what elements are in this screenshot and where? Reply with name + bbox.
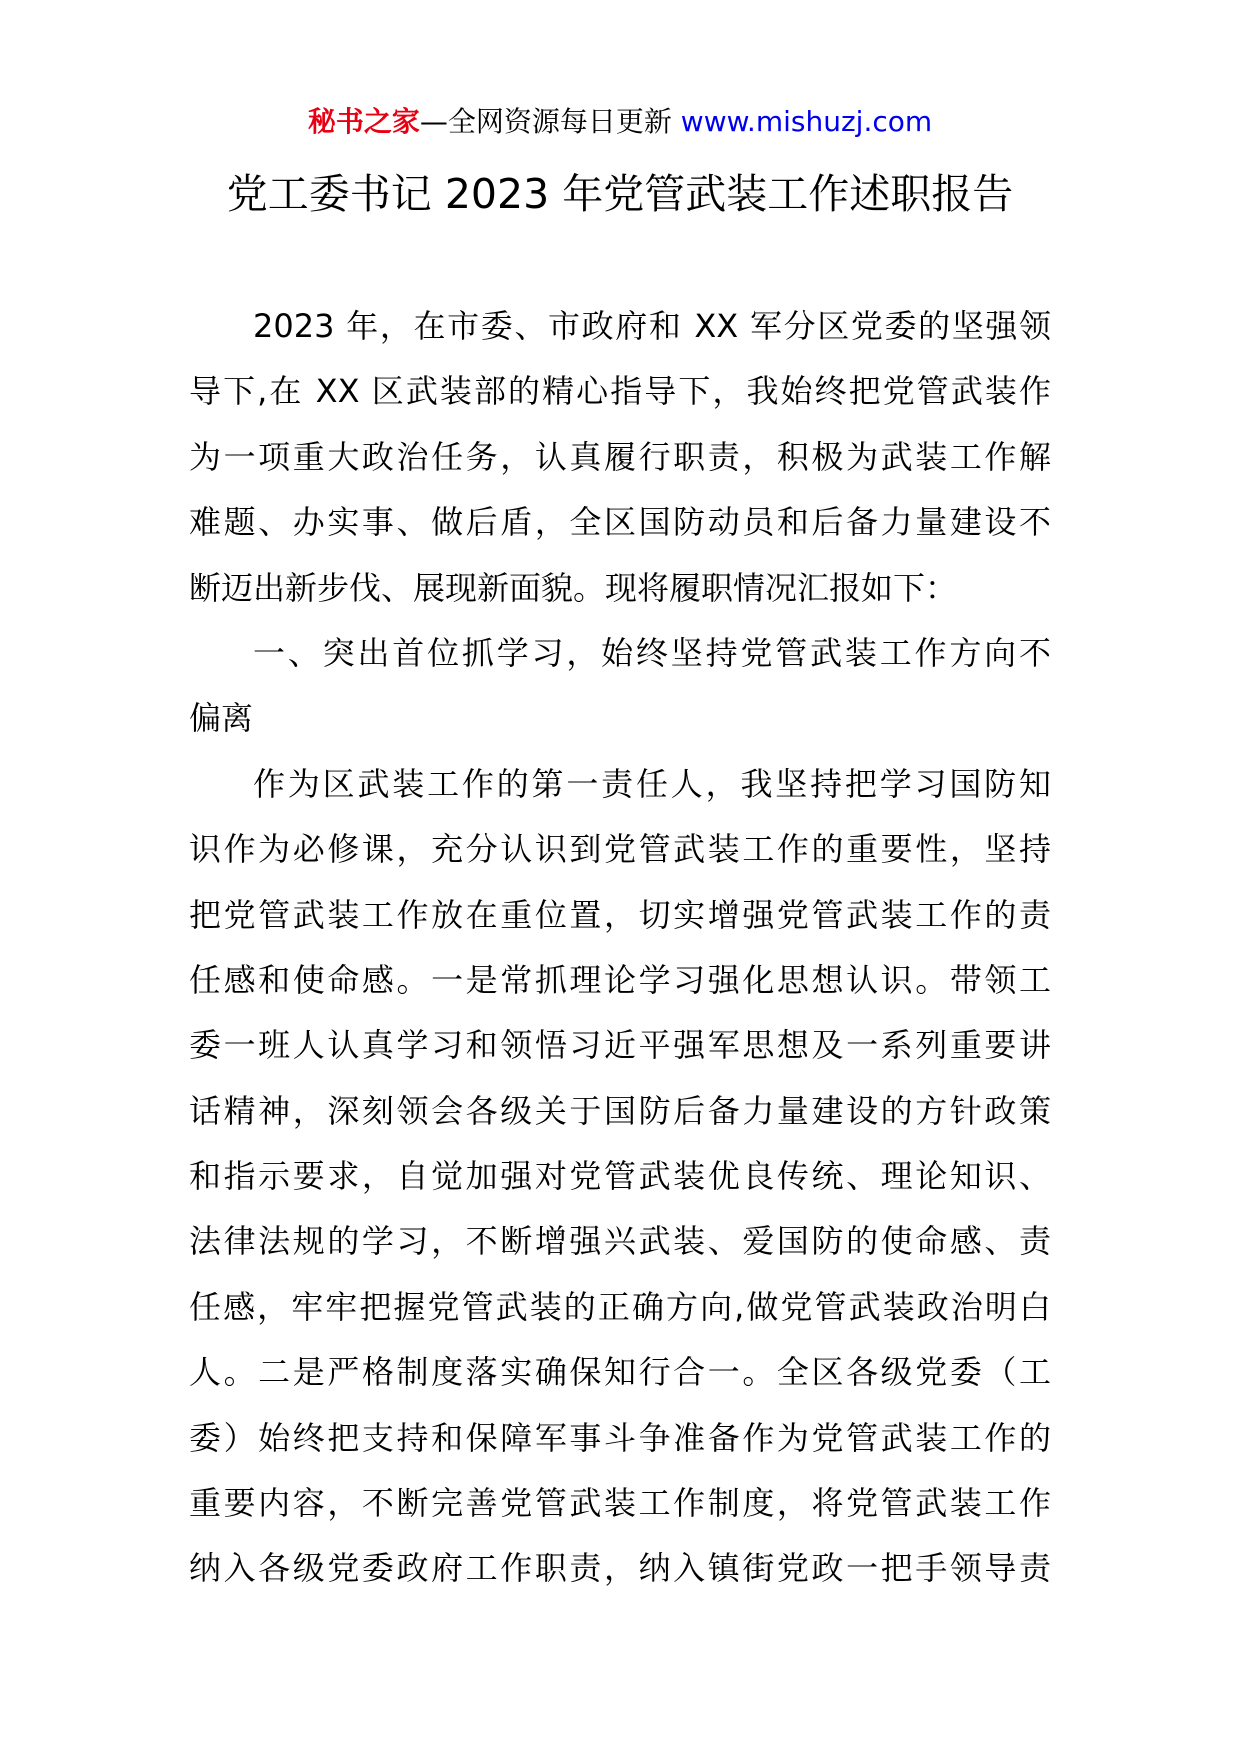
body-line: 法律法规的学习，不断增强兴武装、爱国防的使命感、责 xyxy=(189,1222,1051,1261)
site-url-link[interactable]: www.mishuzj.com xyxy=(680,105,933,138)
body-line: 2023 年，在市委、市政府和 XX 军分区党委的坚强领 xyxy=(253,307,1051,345)
header-tagline: —全网资源每日更新 xyxy=(419,105,672,138)
document-body xyxy=(189,294,1051,1602)
body-line: 人。二是严格制度落实确保知行合一。全区各级党委（工 xyxy=(189,1353,1051,1392)
body-line: 话精神，深刻领会各级关于国防后备力量建设的方针政策 xyxy=(189,1091,1051,1130)
body-line: 作为区武装工作的第一责任人，我坚持把学习国防知 xyxy=(253,764,1051,803)
body-line: 把党管武装工作放在重位置，切实增强党管武装工作的责 xyxy=(189,895,1051,934)
document-title: 党工委书记 2023 年党管武装工作述职报告 xyxy=(226,170,1014,218)
body-line: 委）始终把支持和保障军事斗争准备作为党管武装工作的 xyxy=(189,1418,1051,1457)
section-heading-line: 偏离 xyxy=(189,699,254,738)
body-line: 导下,在 XX 区武装部的精心指导下，我始终把党管武装作 xyxy=(189,372,1051,411)
body-line: 任感和使命感。一是常抓理论学习强化思想认识。带领工 xyxy=(189,960,1051,999)
body-line: 重要内容，不断完善党管武装工作制度，将党管武装工作 xyxy=(189,1484,1051,1523)
source-header xyxy=(0,100,1240,144)
body-line: 难题、办实事、做后盾，全区国防动员和后备力量建设不 xyxy=(189,503,1051,542)
section-heading-line: 一、突出首位抓学习，始终坚持党管武装工作方向不 xyxy=(253,633,1051,672)
body-line: 委一班人认真学习和领悟习近平强军思想及一系列重要讲 xyxy=(189,1026,1051,1065)
brand-name: 秘书之家 xyxy=(307,105,420,138)
body-line: 纳入各级党委政府工作职责，纳入镇街党政一把手领导责 xyxy=(189,1549,1051,1588)
body-line: 和指示要求，自觉加强对党管武装优良传统、理论知识、 xyxy=(189,1157,1051,1196)
body-line: 断迈出新步伐、展现新面貌。现将履职情况汇报如下： xyxy=(189,568,958,607)
body-line: 任感，牢牢把握党管武装的正确方向,做党管武装政治明白 xyxy=(189,1287,1051,1326)
body-line: 为一项重大政治任务，认真履行职责，积极为武装工作解 xyxy=(189,437,1051,476)
body-line: 识作为必修课，充分认识到党管武装工作的重要性，坚持 xyxy=(189,830,1051,869)
